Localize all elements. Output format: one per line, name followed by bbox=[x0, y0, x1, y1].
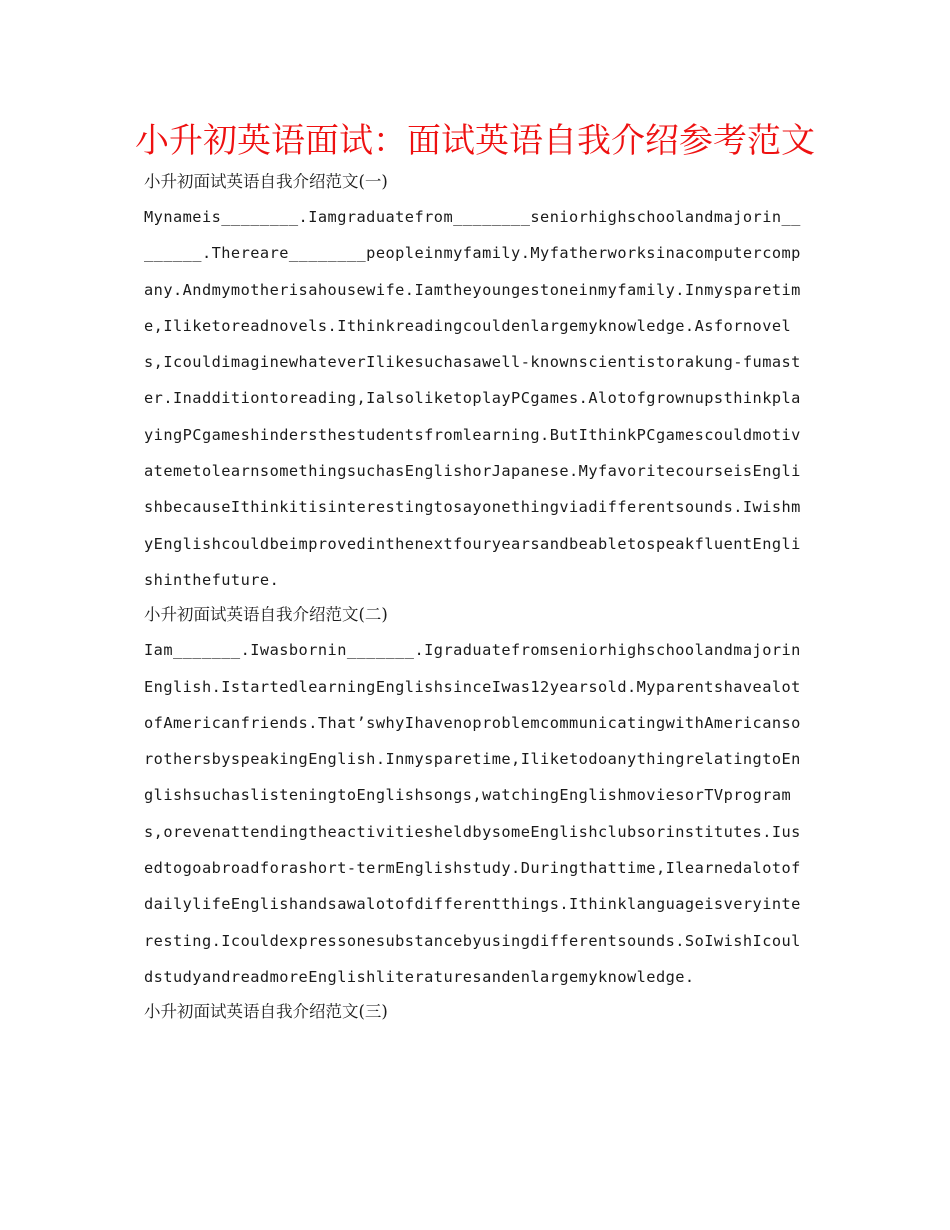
section-heading-3: 小升初面试英语自我介绍范文(三) bbox=[144, 1002, 388, 1022]
document-title: 小升初英语面试：面试英语自我介绍参考范文 bbox=[135, 121, 815, 161]
section-heading-1: 小升初面试英语自我介绍范文(一) bbox=[144, 172, 388, 191]
section-paragraph-2: Iam_______.Iwasbornin_______.IgraduatefromseniorhighschoolandmajorinEnglish.IstartedlearningEnglishsinceIwas12yearsold.MyparentshavealotofAmericanfriends.That’swhyIhavenoproblemcommunicatingwithAmericansorothersbyspeakingEnglish.Inmysparetime,IliketodoanythingrelatingtoEnglishsuchaslisteningtoEnglishsongs,watchingEnglishmoviesorTVprograms,orevenattendingtheactivitiesheldbysomeEnglishclubsorinstitutes.Iusedtogoabroadforashort-termEnglishstudy.Duringthattime,IlearnedalotofdailylifeEnglishandsawalotofdifferentthings.Ithinklanguageisveryinteresting.Icouldexpressonesubstancebyusingdifferentsounds.SoIwishIcouldstudyandreadmoreEnglishliteraturesandenlargemyknowledge. bbox=[144, 641, 801, 986]
section-heading-2: 小升初面试英语自我介绍范文(二) bbox=[144, 605, 388, 625]
document-body bbox=[144, 165, 806, 1029]
section-paragraph-1: Mynameis________.Iamgraduatefrom________seniorhighschoolandmajorin________.Thereare________peopleinmyfamily.Myfatherworksinacomputercompany.Andmymotherisahousewife.Iamtheyoungestoneinmyfamily.Inmysparetime,Iliketoreadnovels.Ithinkreadingcouldenlargemyknowledge.Asfornovels,IcouldimaginewhateverIlikesuchasawell-knownscientistorakung-fumaster.Inadditiontoreading,IalsoliketoplayPCgames.AlotofgrownupsthinkplayingPCgameshindersthestudentsfromlearning.ButIthinkPCgamescouldmotivatemetolearnsomethingsuchasEnglishorJapanese.MyfavoritecourseisEnglishbecauseIthinkitisinterestingtosayonethingviadifferentsounds.IwishmyEnglishcouldbeimprovedinthenextfouryearsandbeabletospeakfluentEnglishinthefuture. bbox=[144, 208, 801, 589]
